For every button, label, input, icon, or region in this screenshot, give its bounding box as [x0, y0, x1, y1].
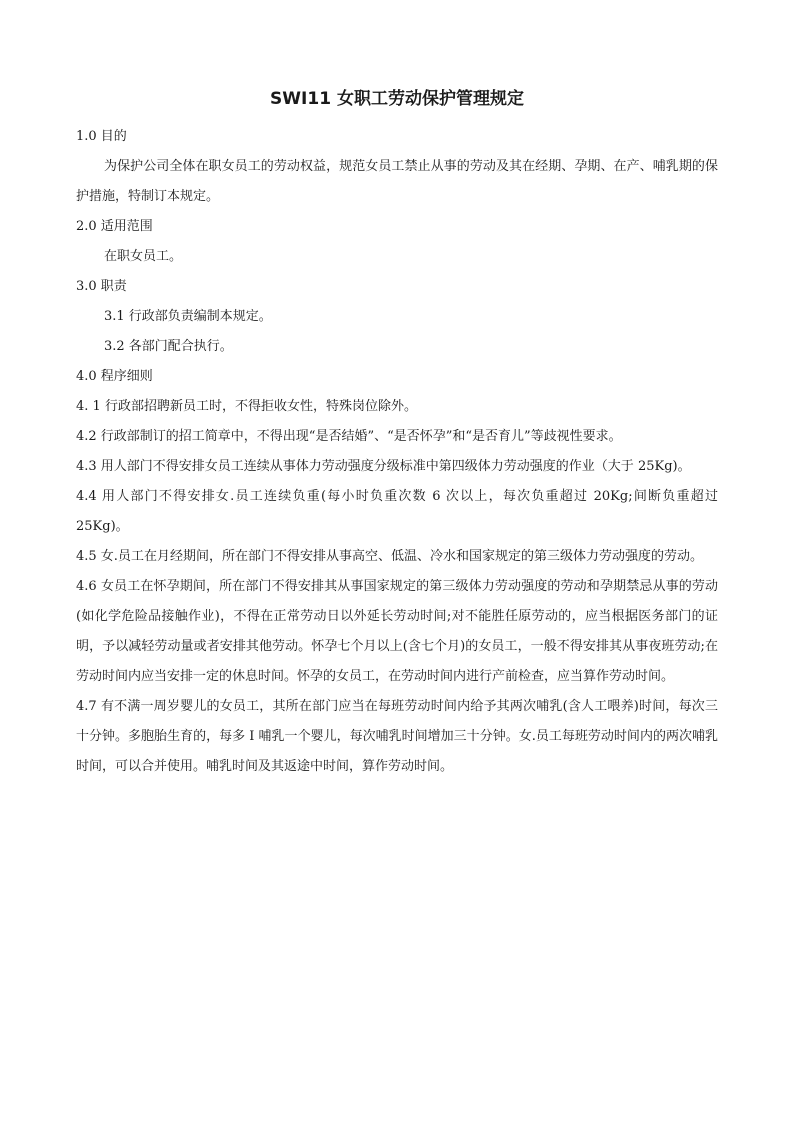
- responsibility-item-2: 3.2 各部门配合执行。: [104, 339, 233, 354]
- section-heading-purpose: 1.0 目的: [76, 129, 127, 144]
- section-body-purpose: 为保护公司全体在职女员工的劳动权益，规范女员工禁止从事的劳动及其在经期、孕期、在产、哺乳期的保护措施，特制订本规定。: [76, 159, 718, 204]
- procedure-item-2: 4.2 行政部制订的招工简章中，不得出现“是否结婚”、“是否怀孕”和“是否育儿”等歧视性要求。: [76, 429, 622, 444]
- procedure-item-5: 4.5 女.员工在月经期间，所在部门不得安排从事高空、低温、冷水和国家规定的第三级体力劳动强度的劳动。: [76, 549, 703, 564]
- procedure-item-7: 4.7 有不满一周岁婴儿的女员工，其所在部门应当在每班劳动时间内给予其两次哺乳(含人工喂养)时间，每次三十分钟。多胞胎生育的，每多 I 哺乳一个婴儿，每次哺乳时间增加三十分钟。女.员工每班劳动时间内的两次哺乳时间，可以合并使用。哺乳时间及其返途中时间，算作劳动时间。: [76, 699, 718, 774]
- section-heading-procedure: 4.0 程序细则: [76, 369, 153, 384]
- procedure-item-4: 4.4 用人部门不得安排女.员工连续负重(每小时负重次数 6 次以上，每次负重超过 20Kg;间断负重超过 25Kg)。: [76, 489, 718, 534]
- section-body-scope: 在职女员工。: [104, 249, 183, 264]
- procedure-item-3: 4.3 用人部门不得安排女员工连续从事体力劳动强度分级标准中第四级体力劳动强度的作业（大于 25Kg)。: [76, 459, 691, 474]
- procedure-item-1: 4. 1 行政部招聘新员工时，不得拒收女性，特殊岗位除外。: [76, 399, 417, 414]
- document-title: SWI11 女职工劳动保护管理规定: [270, 89, 524, 109]
- procedure-item-6: 4.6 女员工在怀孕期间，所在部门不得安排其从事国家规定的第三级体力劳动强度的劳动和孕期禁忌从事的劳动(如化学危险品接触作业)，不得在正常劳动日以外延长劳动时间;对不能胜任原劳动的，应当根据医务部门的证明，予以减轻劳动量或者安排其他劳动。怀孕七个月以上(含七个月)的女员工，一般不得安排其从事夜班劳动;在劳动时间内应当安排一定的休息时间。怀孕的女员工，在劳动时间内进行产前检查，应当算作劳动时间。: [76, 579, 718, 684]
- responsibility-item-1: 3.1 行政部负责编制本规定。: [104, 309, 272, 324]
- section-heading-responsibility: 3.0 职责: [76, 279, 127, 294]
- section-heading-scope: 2.0 适用范围: [76, 219, 153, 234]
